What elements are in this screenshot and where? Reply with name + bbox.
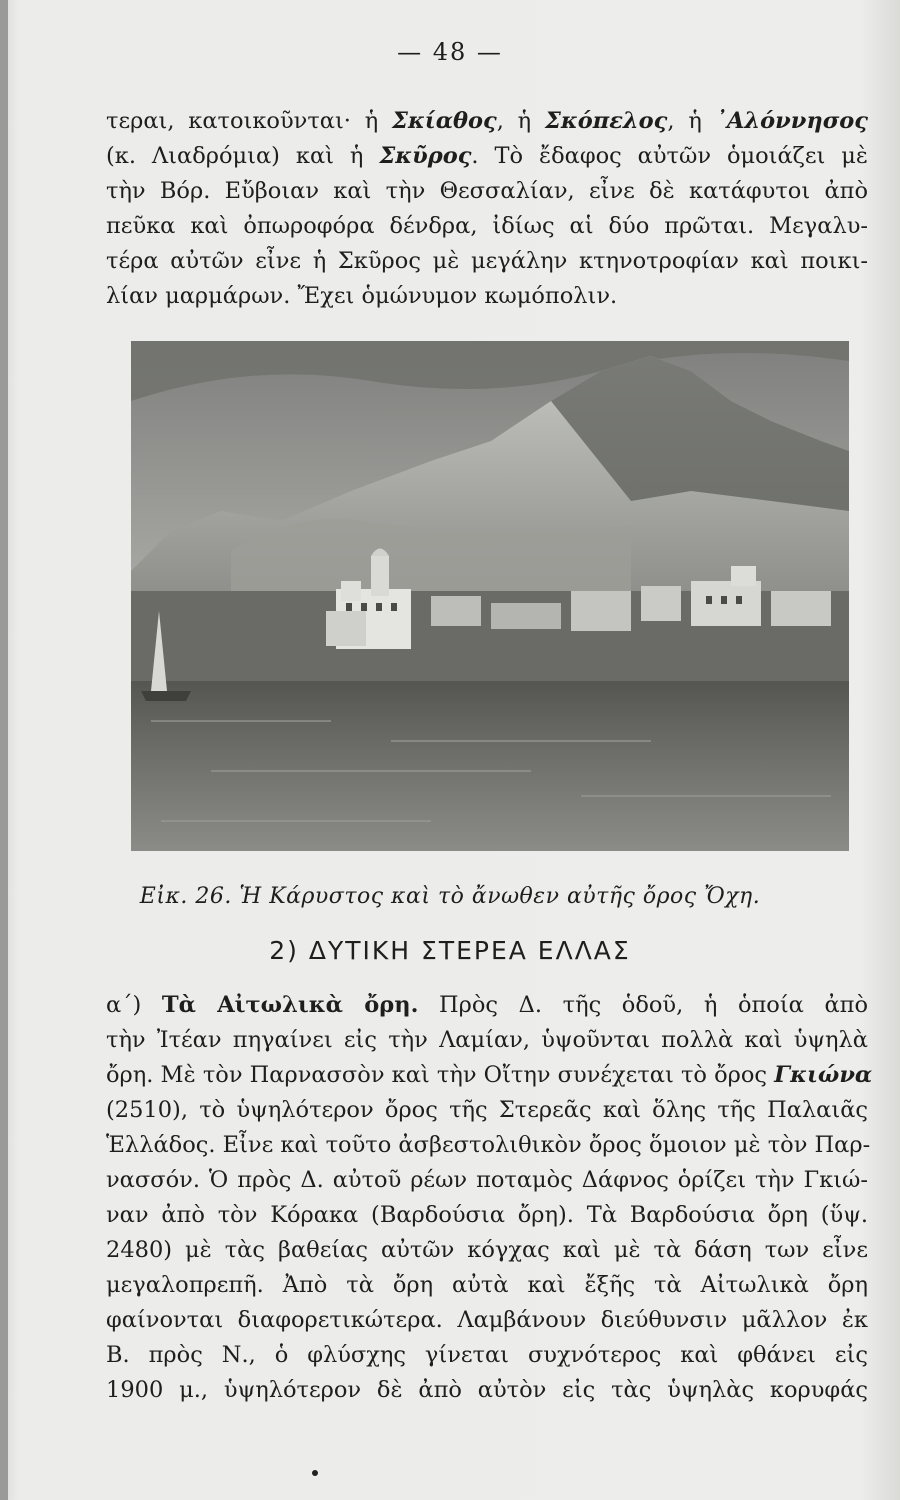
section-heading: 2) ΔΥΤΙΚΗ ΣΤΕΡΕΑ ΕΛΛΑΣ	[269, 936, 631, 965]
place-name: Σκῦρος	[379, 143, 472, 169]
place-name: ᾿Αλόννησος	[715, 108, 868, 134]
place-name: Σκίαθος	[392, 108, 497, 134]
text-line: λίαν μαρμάρων. Ἔχει ὁμώνυμον κωμόπολιν.	[106, 283, 618, 309]
paragraph-islands	[106, 104, 868, 314]
text-line: νασσόν. Ὁ πρὸς Δ. αὐτοῦ ρέων ποταμὸς Δάφνος ὁρίζει τὴν Γκιώ-	[106, 1167, 868, 1193]
text-line: Ἑλλάδος. Εἶνε καὶ τοῦτο ἀσβεστολιθικὸν ὄρος ὅμοιον μὲ τὸν Παρ-	[106, 1132, 871, 1158]
text-line: (2510), τὸ ὑψηλότερον ὄρος τῆς Στερεᾶς καὶ ὅλης τῆς Παλαιᾶς	[106, 1097, 868, 1123]
text-line: τὴν Βόρ. Εὔβοιαν καὶ τὴν Θεσσαλίαν, εἶνε δὲ κατάφυτοι ἀπὸ	[106, 178, 868, 204]
place-name: Σκόπελος	[544, 108, 668, 134]
text-line: τεραι, κατοικοῦνται· ἡ Σκίαθος, ἡ Σκόπελος, ἡ ᾿Αλόννησος	[106, 108, 868, 134]
text-line: α΄) Τὰ Αἰτωλικὰ ὄρη. Πρὸς Δ. τῆς ὁδοῦ, ἡ ὁποία ἀπὸ	[106, 992, 868, 1018]
subsection-title: Τὰ Αἰτωλικὰ ὄρη.	[161, 992, 419, 1018]
book-spine	[0, 0, 8, 1500]
ink-dot	[312, 1470, 318, 1476]
text-line: 2480) μὲ τὰς βαθείας αὐτῶν κόγχας καὶ μὲ τὰ δάση των εἶνε	[106, 1237, 868, 1263]
text-line: φαίνονται διαφορετικώτερα. Λαμβάνουν διεύθυνσιν μᾶλλον ἐκ	[106, 1307, 868, 1333]
text-line: ὄρη. Μὲ τὸν Παρνασσὸν καὶ τὴν Οἴτην συνέχεται τὸ ὄρος Γκιώνα	[106, 1062, 873, 1088]
mountain-name: Γκιώνα	[774, 1062, 873, 1088]
text-line: 1900 μ., ὑψηλότερον δὲ ἀπὸ αὐτὸν εἰς τὰς ὑψηλὰς κορυφάς	[106, 1377, 868, 1403]
text-line: τὴν Ἰτέαν πηγαίνει εἰς τὴν Λαμίαν, ὑψοῦνται πολλὰ καὶ ὑψηλὰ	[106, 1027, 868, 1053]
text-line: ναν ἀπὸ τὸν Κόρακα (Βαρδούσια ὄρη). Τὰ Βαρδούσια ὄρη (ὕψ.	[106, 1202, 868, 1228]
paragraph-aetolian-mountains	[106, 988, 873, 1408]
text-line: πεῦκα καὶ ὀπωροφόρα δένδρα, ἰδίως αἱ δύο πρῶται. Μεγαλυ-	[106, 213, 868, 239]
text-line: τέρα αὐτῶν εἶνε ἡ Σκῦρος μὲ μεγάλην κτηνοτροφίαν καὶ ποικι-	[106, 248, 868, 274]
text-line: (κ. Λιαδρόμια) καὶ ἡ Σκῦρος. Τὸ ἔδαφος αὐτῶν ὁμοιάζει μὲ	[106, 143, 868, 169]
figure-caption: Εἰκ. 26. Ἡ Κάρυστος καὶ τὸ ἄνωθεν αὐτῆς ὄρος Ὄχη.	[139, 884, 761, 909]
text-line: Β. πρὸς Ν., ὁ φλύσχης γίνεται συχνότερος καὶ φθάνει εἰς	[106, 1342, 868, 1368]
text-line: μεγαλοπρεπῆ. Ἀπὸ τὰ ὄρη αὐτὰ καὶ ἔξῆς τὰ Αἰτωλικὰ ὄρη	[106, 1272, 868, 1298]
karystos-photograph	[131, 341, 849, 851]
page-number: — 48 —	[397, 38, 503, 66]
